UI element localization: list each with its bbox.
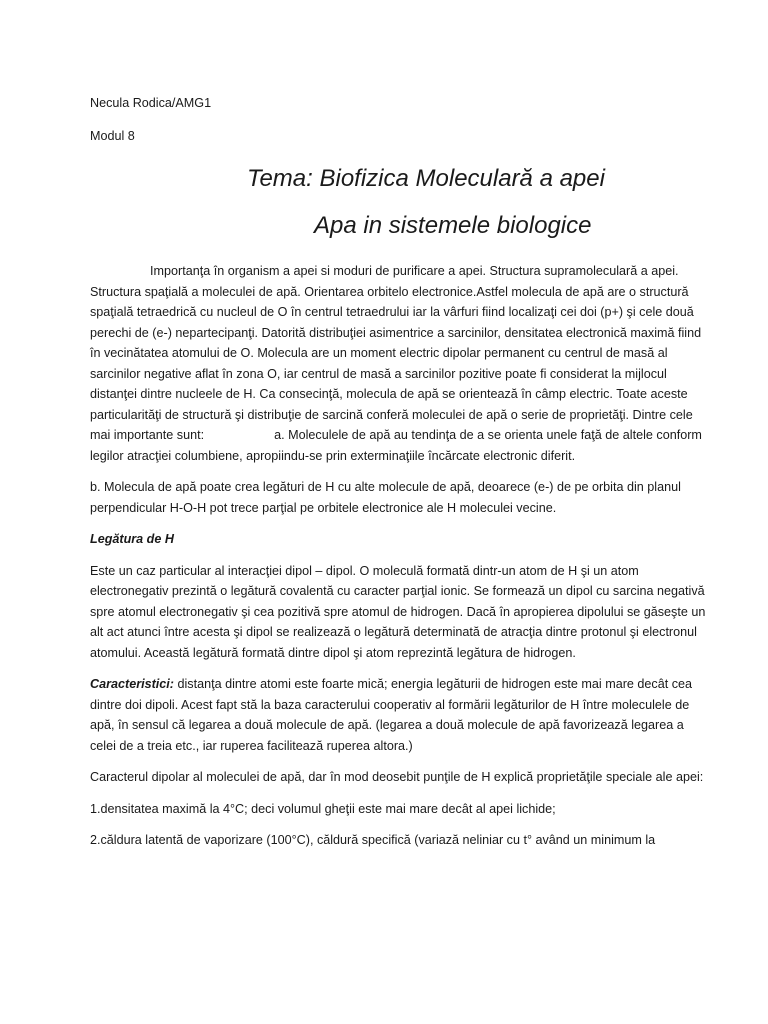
characteristics-paragraph xyxy=(90,674,706,756)
point-b-paragraph: b. Molecula de apă poate crea legături de H cu alte molecule de apă, deoarece (e-) de pe orbita din planul perpendicular H-O-H pot trece parţial pe orbitele electronice ale H moleculei vecine. xyxy=(90,480,681,515)
section-heading-hydrogen-bond: Legătura de H xyxy=(90,532,174,546)
characteristics-text: distanţa dintre atomi este foarte mică; energia legăturii de hidrogen este mai mare decât cea dintre doi dipoli. Acest fapt stă la baza caracterului cooperativ al formării legăturilor de H între moleculele de apă, în sensul că legarea a două molecule de apă. (legarea a două molecule de apă favorizează legarea a celei de a treia etc., iar ruperea facilitează ruperea altora.) xyxy=(90,677,693,753)
property-item-2: 2.căldura latentă de vaporizare (100°C), căldură specifică (variază neliniar cu t° având un minimum la xyxy=(90,833,656,847)
dipolar-paragraph: Caracterul dipolar al moleculei de apă, dar în mod deosebit punţile de H explică proprietăţile speciale ale apei: xyxy=(90,770,704,784)
intro-text: Importanţa în organism a apei si moduri de purificare a apei. Structura supramoleculară a apei. Structura spaţială a moleculei de apă. Orientarea orbitelo electronice.Astfel molecula de apă are o structură spaţială tetraedrică cu nucleul de O în centrul tetraedrului iar la vârfuri fiind localizaţi cei doi (p+) şi cele două perechi de (e-) nepartecipanţi. Datorită distribuţiei asimentrice a sarcinilor, densitatea electronică maximă fiind în vecinătatea atomului de O. Molecula are un moment electric dipolar permanent cu centrul de masă al sarcinilor negative aflat în zona O, iar centrul de masă a sarcinilor pozitive poate fi considerat la mijlocul distanţei dintre nucleele de H. Ca consecinţă, molecula de apă se orientează în câmp electric. Toate aceste particularităţi de structură şi distribuţie de sarcină conferă moleculei de apă o serie de proprietăţi. Dintre cele mai importante sunt: xyxy=(90,264,702,442)
document-title: Tema: Biofizica Moleculară a apei xyxy=(247,165,605,192)
intro-paragraph xyxy=(90,261,706,466)
characteristics-label: Caracteristici: xyxy=(90,677,174,691)
point-a-text: a. Moleculele de apă au tendinţa de a se orienta unele faţă de altele conform legilor atracţiei columbiene, apropiindu-se prin exterminaţiile încărcate electronic diferit. xyxy=(90,428,702,463)
author-line: Necula Rodica/AMG1 xyxy=(90,96,212,110)
property-item-1: 1.densitatea maximă la 4°C; deci volumul gheţii este mai mare decât al apei lichide; xyxy=(90,801,556,816)
module-line: Modul 8 xyxy=(90,128,135,143)
document-subtitle: Apa in sistemele biologice xyxy=(314,212,592,239)
hydrogen-bond-paragraph: Este un caz particular al interacţiei dipol – dipol. O moleculă formată dintr-un atom de H şi un atom electronegativ prezintă o legătură covalentă cu caracter parţial ionic. Se formează un dipol cu sarcina negativă spre atomul electronegativ şi cea pozitivă spre atomul de hidrogen. Dacă în apropierea dipolului se găseşte un alt act atunci între acesta şi dipol se realizează o legătură determinată de atracţia dintre protonul şi electronul atomului. Această legătură formată dintre dipol şi atom reprezintă legătura de hidrogen. xyxy=(90,563,706,660)
